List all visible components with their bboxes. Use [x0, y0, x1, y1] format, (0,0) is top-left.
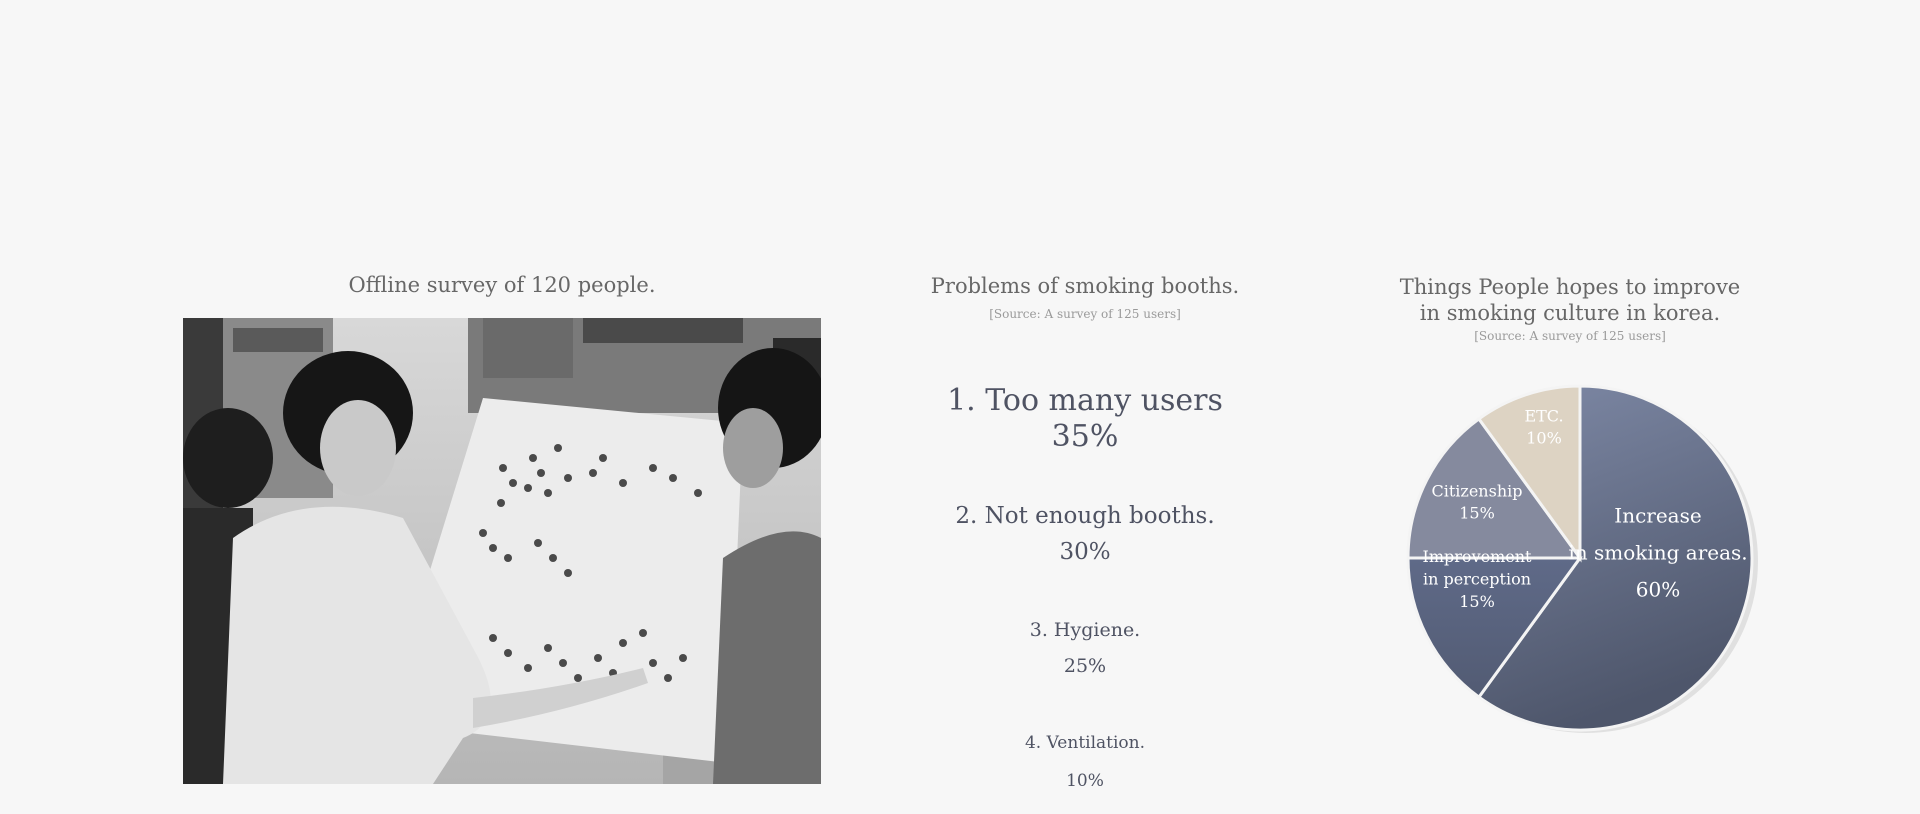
survey-photo [183, 318, 821, 784]
pie-slice-label: Citizenship 15% [1431, 481, 1523, 523]
pie-slice-label: Increase in smoking areas. 60% [1568, 503, 1748, 602]
problem-value: 10% [1066, 771, 1104, 791]
survey-photo-image [183, 318, 821, 784]
problem-item [900, 724, 1270, 800]
pie-title-line2: in smoking culture in korea. [1419, 301, 1721, 325]
photo-title: Offline survey of 120 people. [348, 273, 656, 297]
pie-title-line1: Things People hopes to improve [1399, 275, 1741, 299]
pie-slice-label: Improvement in perception 15% [1422, 547, 1532, 611]
problem-label: 3. Hygiene. [1029, 619, 1141, 641]
problem-value: 30% [1059, 539, 1111, 565]
problem-value: 35% [1051, 419, 1119, 454]
pie-title [1370, 274, 1770, 326]
problem-label: 2. Not enough booths. [955, 503, 1215, 529]
pie-chart-svg [1400, 378, 1760, 738]
pie-slice-label: ETC. 10% [1524, 406, 1564, 448]
problem-label: 1. Too many users [947, 383, 1223, 418]
problem-value: 25% [1063, 655, 1107, 677]
problems-source: [Source: A survey of 125 users] [989, 307, 1181, 321]
problems-title: Problems of smoking booths. [930, 274, 1240, 298]
pie-chart [1400, 378, 1760, 738]
problem-item [900, 498, 1270, 570]
pie-source: [Source: A survey of 125 users] [1474, 329, 1666, 343]
problem-item [900, 383, 1270, 455]
problem-item [900, 612, 1270, 684]
problem-label: 4. Ventilation. [1024, 733, 1146, 753]
